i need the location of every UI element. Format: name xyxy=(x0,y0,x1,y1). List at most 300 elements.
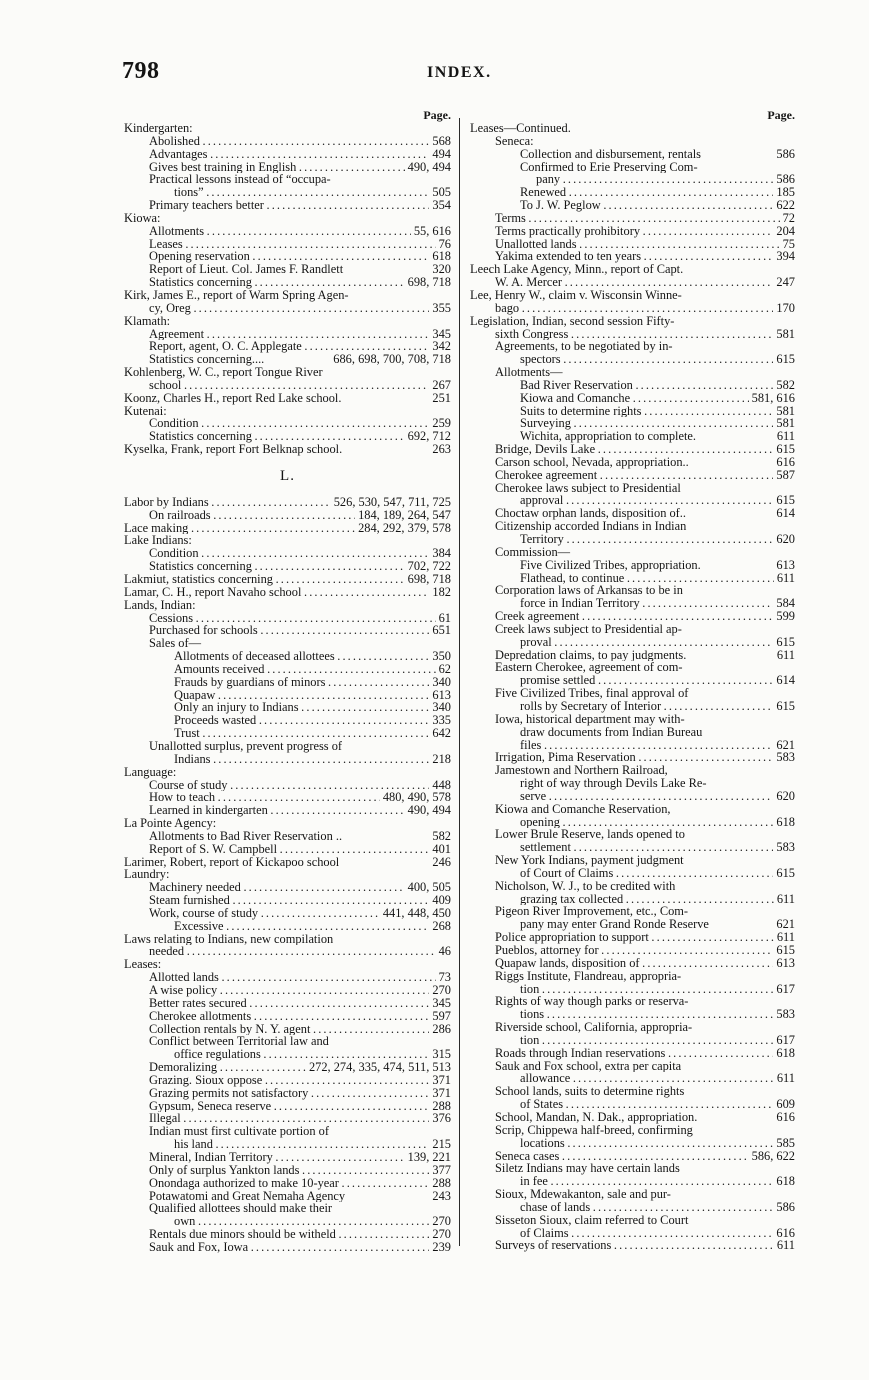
entry-page-ref: 286 xyxy=(429,1023,451,1036)
entry-text: Steam furnished . . . xyxy=(149,894,451,907)
index-entry xyxy=(470,803,795,816)
index-entry xyxy=(124,560,451,573)
entry-text: Lace making . . . xyxy=(124,522,451,535)
index-entry xyxy=(470,661,795,674)
entry-text: Pigeon River Improvement, etc., Com- xyxy=(495,905,689,919)
entry-page-ref: 270 xyxy=(429,984,451,997)
index-entry xyxy=(470,328,795,341)
entry-text: Statistics concerning . . . xyxy=(149,276,451,289)
entry-text: Sioux, Mdewakanton, sale and pur- xyxy=(495,1188,671,1201)
index-entry xyxy=(470,340,795,353)
index-entry xyxy=(470,430,795,443)
entry-page-ref: 599 xyxy=(773,610,795,623)
entry-text: files . . . xyxy=(520,739,795,752)
index-entry xyxy=(470,764,795,777)
entry-text: Allotments— xyxy=(495,366,563,379)
entry-page-ref: 616 xyxy=(773,1111,795,1124)
entry-text: On railroads . . . xyxy=(149,509,451,522)
entry-page-ref: 340 xyxy=(429,701,451,714)
index-entry xyxy=(124,148,451,161)
index-entry xyxy=(124,714,451,727)
index-entry xyxy=(124,766,451,779)
entry-text: Advantages . . . xyxy=(149,148,451,161)
index-column-right xyxy=(470,108,795,1252)
entry-text: Cherokee allotments . . . xyxy=(149,1010,451,1023)
entry-page-ref: 246 xyxy=(429,856,451,869)
index-entry xyxy=(124,804,451,817)
entry-page-ref: 448 xyxy=(429,779,451,792)
entry-text: A wise policy . . . xyxy=(149,984,451,997)
entry-page-ref: 609 xyxy=(773,1098,795,1111)
entry-page-ref: 622 xyxy=(773,199,795,212)
entry-page-ref: 72 xyxy=(780,212,795,225)
entry-page-ref: 371 xyxy=(429,1074,451,1087)
index-entry xyxy=(124,302,451,315)
entry-text: School, Mandan, N. Dak., appropriation. xyxy=(495,1110,698,1124)
entry-text: Gives best training in English . . . xyxy=(149,161,451,174)
index-entry xyxy=(124,1087,451,1100)
entry-page-ref: 55, 616 xyxy=(411,225,451,238)
entry-text: Seneca cases . . . xyxy=(495,1150,795,1163)
index-entry xyxy=(124,173,451,186)
entry-text: tion . . . xyxy=(520,1034,795,1047)
entry-page-ref: 243 xyxy=(429,1190,451,1203)
index-entry xyxy=(470,392,795,405)
entry-text: Sisseton Sioux, claim referred to Court xyxy=(495,1213,689,1227)
entry-page-ref: 583 xyxy=(773,841,795,854)
index-entry xyxy=(470,584,795,597)
index-entry xyxy=(124,573,451,586)
index-entry xyxy=(124,186,451,199)
index-entry xyxy=(124,534,451,547)
index-entry xyxy=(470,880,795,893)
entry-text: Course of study . . . xyxy=(149,779,451,792)
index-entry xyxy=(470,841,795,854)
index-entry xyxy=(470,1047,795,1060)
index-entry xyxy=(470,777,795,790)
index-entry xyxy=(470,572,795,585)
entry-text: Legislation, Indian, second session Fifty- xyxy=(470,314,675,328)
entry-text: force in Indian Territory . . . xyxy=(520,597,795,610)
index-entry xyxy=(124,122,451,135)
entry-page-ref: 618 xyxy=(429,250,451,263)
entry-page-ref: 613 xyxy=(773,957,795,970)
entry-text: proval . . . xyxy=(520,636,795,649)
entry-text: Sauk and Fox school, extra per capita xyxy=(495,1059,682,1073)
index-entry xyxy=(470,494,795,507)
entry-page-ref: 581 xyxy=(773,417,795,430)
index-entry xyxy=(470,1214,795,1227)
index-entry xyxy=(124,250,451,263)
entry-text: Statistics concerning . . . xyxy=(149,560,451,573)
entry-text: bago . . . xyxy=(495,302,795,315)
index-entry xyxy=(124,997,451,1010)
index-entry xyxy=(124,676,451,689)
entry-text: Bad River Reservation . . . xyxy=(520,379,795,392)
entry-text: Demoralizing . . . xyxy=(149,1061,451,1074)
index-entry xyxy=(470,238,795,251)
index-entry xyxy=(470,1175,795,1188)
index-entry xyxy=(124,958,451,971)
index-entry xyxy=(124,238,451,251)
entry-text: own . . . xyxy=(174,1215,451,1228)
entry-text: Jamestown and Northern Railroad, xyxy=(495,764,668,778)
index-entry xyxy=(470,469,795,482)
index-entry xyxy=(470,482,795,495)
entry-page-ref: 247 xyxy=(773,276,795,289)
entry-page-ref: 618 xyxy=(773,816,795,829)
index-entry xyxy=(470,1021,795,1034)
index-entry xyxy=(470,739,795,752)
entry-text: Lake Indians: xyxy=(124,534,192,548)
entry-text: Laundry: xyxy=(124,868,170,882)
index-entry xyxy=(470,816,795,829)
index-entry xyxy=(470,302,795,315)
index-entry xyxy=(470,289,795,302)
entry-text: Terms practically prohibitory . . . xyxy=(495,225,795,238)
entry-text: Carson school, Nevada, appropriation.. xyxy=(495,455,689,469)
entry-page-ref: 585 xyxy=(773,1137,795,1150)
entry-text: W. A. Mercer . . . xyxy=(495,276,795,289)
entry-text: Creek laws subject to Presidential ap- xyxy=(495,622,682,636)
index-entry xyxy=(470,1239,795,1252)
entry-text: Scrip, Chippewa half-breed, confirming xyxy=(495,1123,693,1137)
entry-text: promise settled . . . xyxy=(520,674,795,687)
index-entry xyxy=(124,1074,451,1087)
index-entry xyxy=(124,199,451,212)
index-entry xyxy=(124,599,451,612)
entry-text: Riverside school, California, appropria- xyxy=(495,1021,693,1034)
entry-text: Irrigation, Pima Reservation . . . xyxy=(495,751,795,764)
entry-text: Illegal . . . xyxy=(149,1112,451,1125)
entry-text: Lamar, C. H., report Navaho school . . . xyxy=(124,586,451,599)
entry-text: Leases—Continued. xyxy=(470,122,571,135)
entry-text: Onondaga authorized to make 10-year . . . xyxy=(149,1177,451,1190)
index-entry xyxy=(470,1188,795,1201)
index-entry xyxy=(124,650,451,663)
entry-text: Report of S. W. Campbell . . . xyxy=(149,843,451,856)
entry-page-ref: 614 xyxy=(773,507,795,520)
index-entry xyxy=(124,443,451,456)
index-entry xyxy=(470,1085,795,1098)
index-entry xyxy=(124,1023,451,1036)
index-entry xyxy=(470,610,795,623)
entry-page-ref: 270 xyxy=(429,1228,451,1241)
entry-page-ref: 584 xyxy=(773,597,795,610)
entry-page-ref: 615 xyxy=(773,700,795,713)
index-entry xyxy=(470,854,795,867)
column-divider xyxy=(459,118,460,1246)
entry-text: Grazing permits not satisfactory . . . xyxy=(149,1087,451,1100)
entry-page-ref: 686, 698, 700, 708, 718 xyxy=(330,353,451,366)
index-entry xyxy=(124,727,451,740)
entry-page-ref: 268 xyxy=(429,920,451,933)
index-entry xyxy=(124,843,451,856)
index-entry xyxy=(124,547,451,560)
index-entry xyxy=(470,751,795,764)
index-entry xyxy=(124,894,451,907)
entry-page-ref: 526, 530, 547, 711, 725 xyxy=(331,496,451,509)
entry-text: Surveying . . . xyxy=(520,417,795,430)
index-entry xyxy=(470,276,795,289)
index-entry xyxy=(470,559,795,572)
entry-text: serve . . . xyxy=(520,790,795,803)
index-entry xyxy=(470,250,795,263)
index-entry xyxy=(124,161,451,174)
entry-text: rolls by Secretary of Interior . . . xyxy=(520,700,795,713)
entry-page-ref: 267 xyxy=(429,379,451,392)
entry-page-ref: 614 xyxy=(773,674,795,687)
index-entry xyxy=(124,1190,451,1203)
index-entry xyxy=(470,199,795,212)
index-entry xyxy=(470,315,795,328)
entry-text: Nicholson, W. J., to be credited with xyxy=(495,879,676,893)
entry-text: Cherokee agreement . . . xyxy=(495,469,795,482)
entry-text: Rentals due minors should be witheld . . . xyxy=(149,1228,451,1241)
index-entry xyxy=(124,971,451,984)
entry-text: Language: xyxy=(124,765,177,779)
entry-page-ref: 377 xyxy=(429,1164,451,1177)
index-entry xyxy=(470,212,795,225)
index-entry xyxy=(124,379,451,392)
entry-text: tions . . . xyxy=(520,1008,795,1021)
index-entry xyxy=(124,315,451,328)
entry-page-ref: 692, 712 xyxy=(405,430,451,443)
index-entry xyxy=(470,1201,795,1214)
entry-text: grazing tax collected . . . xyxy=(520,893,795,906)
entry-text: Machinery needed . . . xyxy=(149,881,451,894)
entry-text: Cessions . . . xyxy=(149,612,451,625)
entry-text: Kiowa and Comanche Reservation, xyxy=(495,802,671,816)
entry-text: How to teach . . . xyxy=(149,791,451,804)
entry-text: Amounts received . . . xyxy=(174,663,451,676)
entry-text: Allotted lands . . . xyxy=(149,971,451,984)
entry-text: Kutenai: xyxy=(124,404,167,418)
entry-list-continued xyxy=(470,122,795,1252)
entry-text: opening . . . xyxy=(520,816,795,829)
entry-page-ref: 284, 292, 379, 578 xyxy=(355,522,451,535)
index-entry xyxy=(124,1151,451,1164)
entry-text: Allotments of deceased allottees . . . xyxy=(174,650,451,663)
index-entry xyxy=(124,920,451,933)
entry-text: Siletz Indians may have certain lands xyxy=(495,1162,680,1176)
entry-text: Only an injury to Indians . . . xyxy=(174,701,451,714)
entry-text: locations . . . xyxy=(520,1137,795,1150)
page-header xyxy=(122,58,802,90)
entry-page-ref: 611 xyxy=(774,572,795,585)
entry-text: Creek agreement . . . xyxy=(495,610,795,623)
entry-text: Five Civilized Tribes, final approval of xyxy=(495,687,689,700)
entry-text: Cherokee laws subject to Presidential xyxy=(495,481,681,495)
index-entry xyxy=(124,289,451,302)
index-entry xyxy=(470,713,795,726)
index-entry xyxy=(470,533,795,546)
index-entry xyxy=(470,135,795,148)
entry-text: Iowa, historical department may with- xyxy=(495,712,685,726)
entry-page-ref: 611 xyxy=(774,893,795,906)
index-column-left xyxy=(124,108,451,1254)
index-entry xyxy=(470,173,795,186)
index-entry xyxy=(124,366,451,379)
entry-text: Statistics concerning.... xyxy=(149,353,265,367)
entry-text: Unallotted surplus, prevent progress of xyxy=(149,739,343,753)
index-entry xyxy=(470,1008,795,1021)
entry-text: Kiowa and Comanche . . . xyxy=(520,392,795,405)
index-entry xyxy=(470,1137,795,1150)
entry-page-ref: 394 xyxy=(773,250,795,263)
entry-text: Quapaw . . . xyxy=(174,689,451,702)
entry-text: in fee . . . xyxy=(520,1175,795,1188)
entry-text: of Court of Claims . . . xyxy=(520,867,795,880)
index-entry xyxy=(470,687,795,700)
index-entry xyxy=(124,637,451,650)
entry-text: Kirk, James E., report of Warm Spring Agen- xyxy=(124,288,349,302)
entry-text: Citizenship accorded Indians in Indian xyxy=(495,520,687,533)
index-entry xyxy=(470,225,795,238)
index-entry xyxy=(470,1034,795,1047)
entry-page-ref: 75 xyxy=(780,238,795,251)
entry-text: Qualified allottees should make their xyxy=(149,1202,333,1216)
entry-page-ref: 354 xyxy=(429,199,451,212)
entry-page-ref: 615 xyxy=(773,944,795,957)
index-entry xyxy=(124,791,451,804)
entry-page-ref: 583 xyxy=(773,751,795,764)
entry-text: office regulations . . . xyxy=(174,1048,451,1061)
entry-page-ref: 586 xyxy=(773,173,795,186)
entry-text: Territory . . . xyxy=(520,533,795,546)
entry-text: Kindergarten: xyxy=(124,122,193,135)
entry-page-ref: 251 xyxy=(429,392,451,405)
entry-page-ref: 441, 448, 450 xyxy=(380,907,451,920)
entry-text: sixth Congress . . . xyxy=(495,328,795,341)
entry-page-ref: 617 xyxy=(773,983,795,996)
entry-text: Grazing. Sioux oppose . . . xyxy=(149,1074,451,1087)
index-entry xyxy=(470,405,795,418)
entry-page-ref: 259 xyxy=(429,417,451,430)
entry-page-ref: 263 xyxy=(429,443,451,456)
entry-page-ref: 582 xyxy=(773,379,795,392)
entry-text: Leases: xyxy=(124,958,162,972)
entry-text: chase of lands . . . xyxy=(520,1201,795,1214)
page-column-label: Page. xyxy=(767,108,795,122)
index-entry xyxy=(124,328,451,341)
index-entry xyxy=(124,868,451,881)
entry-text: Klamath: xyxy=(124,314,171,328)
entry-text: tions” . . . xyxy=(174,186,451,199)
entry-page-ref: 170 xyxy=(773,302,795,315)
entry-page-ref: 616 xyxy=(773,456,795,469)
entry-list-l xyxy=(124,496,451,1254)
entry-text: Indian must first cultivate portion of xyxy=(149,1125,329,1139)
index-entry xyxy=(470,122,795,135)
index-entry xyxy=(124,276,451,289)
index-entry xyxy=(124,522,451,535)
index-entry xyxy=(124,856,451,869)
index-entry xyxy=(124,753,451,766)
entry-page-ref: 480, 490, 578 xyxy=(380,791,451,804)
entry-text: Leech Lake Agency, Minn., report of Capt. xyxy=(470,263,684,277)
index-entry xyxy=(470,905,795,918)
entry-text: Learned in kindergarten . . . xyxy=(149,804,451,817)
entry-page-ref: 184, 189, 264, 547 xyxy=(355,509,451,522)
index-entry xyxy=(124,1215,451,1228)
entry-page-ref: 586, 622 xyxy=(749,1150,795,1163)
entry-page-ref: 582 xyxy=(429,830,451,843)
index-entry xyxy=(470,1098,795,1111)
entry-text: Unallotted lands . . . xyxy=(495,238,795,251)
entry-text: Leases . . . xyxy=(149,238,451,251)
index-entry xyxy=(124,1228,451,1241)
entry-text: Better rates secured . . . xyxy=(149,997,451,1010)
index-entry xyxy=(470,1111,795,1124)
entry-page-ref: 218 xyxy=(429,753,451,766)
index-entry xyxy=(124,701,451,714)
entry-page-ref: 73 xyxy=(436,971,451,984)
entry-text: To J. W. Peglow . . . xyxy=(520,199,795,212)
index-entry xyxy=(124,586,451,599)
entry-page-ref: 617 xyxy=(773,1034,795,1047)
index-entry xyxy=(470,546,795,559)
entry-text: Lee, Henry W., claim v. Wisconsin Winne- xyxy=(470,288,682,302)
index-entry xyxy=(470,957,795,970)
index-entry xyxy=(470,893,795,906)
entry-text: Roads through Indian reservations . . . xyxy=(495,1047,795,1060)
index-entry xyxy=(124,509,451,522)
entry-page-ref: 611 xyxy=(774,931,795,944)
page-column-label: Page. xyxy=(423,108,451,122)
entry-text: approval . . . xyxy=(520,494,795,507)
index-entry xyxy=(124,1035,451,1048)
entry-page-ref: 621 xyxy=(773,739,795,752)
entry-page-ref: 272, 274, 335, 474, 511, 513 xyxy=(306,1061,451,1074)
entry-text: Wichita, appropriation to complete. xyxy=(520,430,697,444)
entry-text: Kiowa: xyxy=(124,211,161,225)
entry-text: Five Civilized Tribes, appropriation. xyxy=(520,558,701,572)
entry-text: Commission— xyxy=(495,545,571,559)
index-entry xyxy=(470,1162,795,1175)
index-entry xyxy=(124,1202,451,1215)
index-entry xyxy=(470,649,795,662)
index-entry xyxy=(124,624,451,637)
entry-page-ref: 490, 494 xyxy=(405,804,451,817)
entry-text: Only of surplus Yankton lands . . . xyxy=(149,1164,451,1177)
entry-text: Conflict between Territorial law and xyxy=(149,1035,329,1049)
entry-text: Kohlenberg, W. C., report Tongue River xyxy=(124,366,323,379)
entry-page-ref: 597 xyxy=(429,1010,451,1023)
entry-text: Rights of way though parks or reserva- xyxy=(495,995,689,1009)
entry-page-ref: 581, 616 xyxy=(749,392,795,405)
entry-text: Work, course of study . . . xyxy=(149,907,451,920)
index-entry xyxy=(470,1072,795,1085)
index-entry xyxy=(124,1061,451,1074)
entry-text: Seneca: xyxy=(495,134,534,148)
entry-text: Yakima extended to ten years . . . xyxy=(495,250,795,263)
entry-page-ref: 581 xyxy=(773,328,795,341)
entry-text: of States . . . xyxy=(520,1098,795,1111)
index-entry xyxy=(470,597,795,610)
entry-text: Trust . . . xyxy=(174,727,451,740)
index-entry xyxy=(470,148,795,161)
entry-page-ref: 342 xyxy=(429,340,451,353)
index-entry xyxy=(124,612,451,625)
entry-text: Depredation claims, to pay judgments. xyxy=(495,648,687,662)
entry-text: Renewed . . . xyxy=(520,186,795,199)
entry-page-ref: 586 xyxy=(773,1201,795,1214)
entry-page-ref: 371 xyxy=(429,1087,451,1100)
entry-text: Kyselka, Frank, report Fort Belknap school. xyxy=(124,443,343,456)
entry-text: Lower Brule Reserve, lands opened to xyxy=(495,828,685,842)
entry-text: needed . . . xyxy=(149,945,451,958)
